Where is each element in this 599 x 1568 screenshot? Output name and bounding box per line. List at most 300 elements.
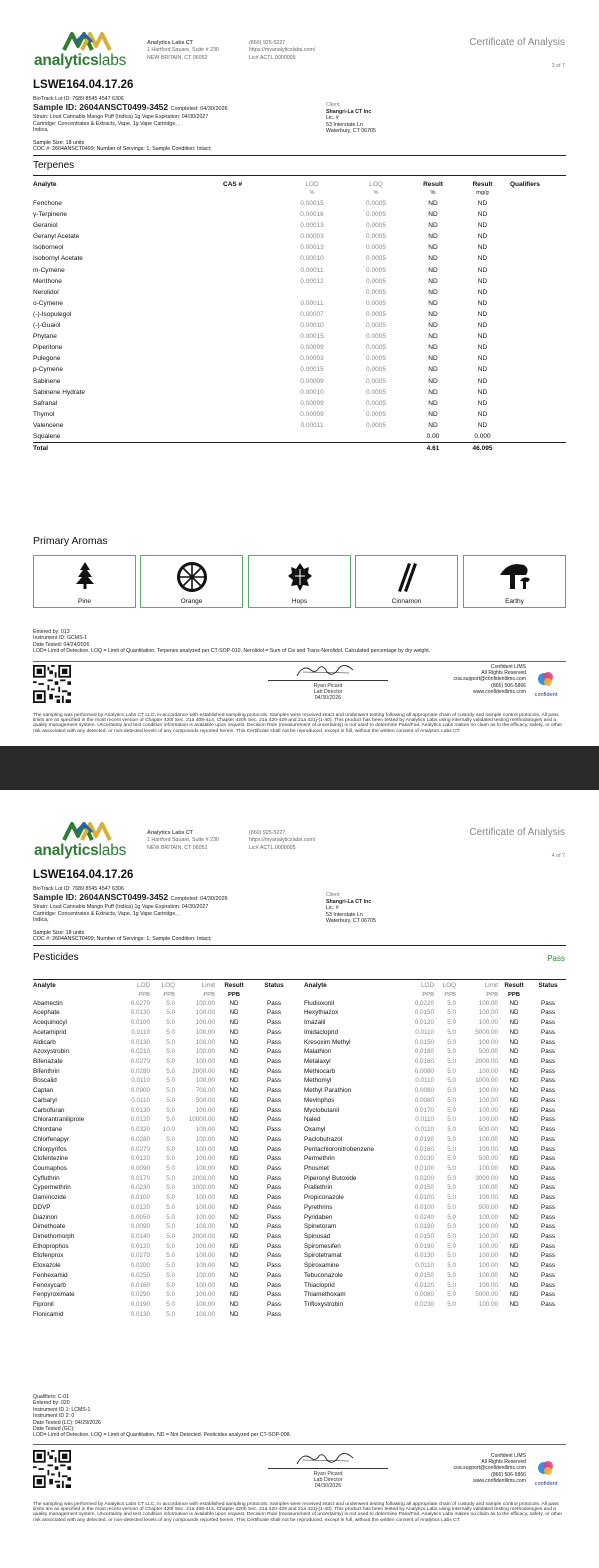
cell-limit: 100.00 <box>478 1262 498 1270</box>
cell-status: Pass <box>267 1213 281 1221</box>
cell-analyte: Hexythiazox <box>304 1009 339 1017</box>
signature-icon <box>293 1450 363 1468</box>
cell-status: Pass <box>541 1271 555 1279</box>
cell-loq: 5.0 <box>166 1096 175 1104</box>
cell-status: Pass <box>541 1223 555 1231</box>
cell-result: ND <box>509 1126 519 1134</box>
table-row <box>33 1251 295 1261</box>
cell-analyte: Myclobutanil <box>304 1106 339 1114</box>
cell-analyte: Cypermethrin <box>33 1184 71 1192</box>
cell-analyte: γ-Terpinene <box>33 211 67 219</box>
cell-analyte: Fenoxycarb <box>33 1281 66 1289</box>
cell-analyte: Pyridaben <box>304 1213 333 1221</box>
cell-qualifiers <box>510 253 566 264</box>
table-row <box>304 1174 566 1184</box>
cell-analyte: Malathion <box>304 1048 332 1056</box>
unit-result: PPB <box>228 991 240 998</box>
cell-result-mgg: ND <box>477 310 488 318</box>
cell-analyte: Pyrethrins <box>304 1203 333 1211</box>
cell-lod: 0.00009 <box>300 344 324 352</box>
cell-result: ND <box>229 1184 239 1192</box>
col-result-mgg: Result <box>472 181 493 188</box>
cell-lod: 0.0160 <box>414 1145 434 1153</box>
cell-loq: 5.0 <box>166 1301 175 1308</box>
lims-website[interactable]: www.confidentlims.com <box>473 688 526 695</box>
cell-analyte: p-Cymene <box>33 366 63 374</box>
table-row <box>304 1290 566 1300</box>
lab-contact <box>249 830 315 852</box>
cell-status: Pass <box>267 1028 281 1036</box>
cell-lod: 0.0280 <box>130 1067 150 1075</box>
cell-limit: 500.00 <box>478 1203 498 1211</box>
col-analyte: Analyte <box>304 982 327 989</box>
signature-block <box>258 1450 398 1492</box>
cell-limit: 5000.00 <box>475 1291 498 1299</box>
cell-loq: 5.0 <box>447 1028 456 1036</box>
page-number: 3 of 7 <box>551 63 565 69</box>
table-row <box>304 1067 566 1077</box>
cell-status: Pass <box>267 1067 281 1075</box>
cell-result: ND <box>509 1145 519 1153</box>
table-row <box>33 1281 295 1291</box>
cell-loq: 5.0 <box>447 1252 456 1260</box>
cell-lod: 0.0110 <box>415 1116 434 1124</box>
lab-info <box>147 830 219 852</box>
table-row <box>33 209 566 220</box>
cell-analyte: Aldicarb <box>33 1038 56 1046</box>
cell-analyte: Spinosad <box>304 1232 331 1240</box>
table-row <box>33 276 566 287</box>
cell-result-mgg: ND <box>477 421 488 429</box>
cell-loq: 5.0 <box>447 1262 456 1270</box>
cell-result-mgg: ND <box>477 399 488 407</box>
cell-result-pct: 4.61 <box>426 445 440 453</box>
cell-result: ND <box>229 1281 239 1289</box>
lims-rights: All Rights Reserved <box>481 670 526 677</box>
cell-loq: 5.0 <box>447 1213 456 1221</box>
cell-analyte: Total <box>33 445 49 453</box>
cell-result-mgg: ND <box>477 200 488 207</box>
qualifiers: Qualifiers: C-01 <box>33 1394 70 1400</box>
cell-result: ND <box>229 1135 239 1143</box>
cell-limit: 2000.00 <box>192 1232 215 1240</box>
cell-analyte: m-Cymene <box>33 266 65 274</box>
cell-qualifiers <box>510 331 566 342</box>
table-row <box>33 242 566 253</box>
cell-analyte: Chlorpyrifos <box>33 1145 67 1153</box>
cell-qualifiers <box>510 220 566 231</box>
cell-status: Pass <box>541 1164 555 1172</box>
cell-status: Pass <box>541 1291 555 1299</box>
cell-result: ND <box>509 1096 519 1104</box>
signature-block <box>258 662 398 704</box>
table-row <box>33 320 566 331</box>
cell-lod: 0.00009 <box>300 377 324 385</box>
cell-status: Pass <box>267 1242 281 1250</box>
cell-analyte: Cyfluthrin <box>33 1174 60 1182</box>
coa-page-pesticides <box>0 790 599 1568</box>
col-cas: CAS # <box>223 181 243 188</box>
cell-status: Pass <box>541 999 555 1007</box>
table-row <box>33 1038 295 1048</box>
cell-loq: 0.0005 <box>366 322 386 330</box>
table-row <box>33 309 566 320</box>
cell-limit: 100.00 <box>195 1242 215 1250</box>
cell-loq: 5.0 <box>447 1281 456 1289</box>
coa-page-terpenes <box>0 0 599 746</box>
cell-limit: 100.00 <box>478 1067 498 1075</box>
cell-cas <box>223 253 283 264</box>
cell-limit: 1000.00 <box>475 1077 498 1085</box>
cell-lod: 0.0100 <box>130 1194 150 1202</box>
lab-address-2: NEW BRITAIN, CT 06052 <box>147 844 208 851</box>
cell-result: ND <box>229 1155 239 1163</box>
cell-limit: 100.00 <box>195 1194 215 1202</box>
table-row <box>304 1057 566 1067</box>
cell-loq: 0.0005 <box>366 277 386 285</box>
cell-limit: 100.00 <box>195 1203 215 1211</box>
col-loq: LOQ <box>161 982 175 989</box>
aroma-card-hops <box>248 555 351 608</box>
col-lod: LOD <box>421 982 434 989</box>
unit-limit: PPB <box>486 991 498 998</box>
cell-result: ND <box>229 1164 239 1172</box>
unit-result-pct: % <box>430 190 436 196</box>
cell-result-pct: ND <box>428 233 438 241</box>
cell-lod: 0.00013 <box>300 222 324 230</box>
cell-analyte: Fenpyroximate <box>33 1291 75 1299</box>
qr-code-icon[interactable] <box>33 665 71 703</box>
confident-logo-icon <box>537 1459 555 1477</box>
cell-result: ND <box>509 1048 519 1056</box>
cell-analyte: Abamectin <box>33 999 63 1007</box>
section-title-pesticides: Pesticides <box>33 952 79 963</box>
cell-limit: 100.00 <box>478 1116 498 1124</box>
cell-loq: 0.0005 <box>366 333 386 341</box>
cell-result: ND <box>509 1262 519 1270</box>
cell-lod: 0.0150 <box>414 1038 434 1046</box>
table-row <box>33 1310 295 1320</box>
client-info <box>326 892 376 925</box>
cell-result-pct: ND <box>428 421 438 429</box>
cell-result: ND <box>229 1058 239 1066</box>
cell-result-pct: ND <box>428 366 438 374</box>
qr-code-icon[interactable] <box>33 1450 71 1488</box>
table-row <box>33 431 566 443</box>
coa-title: Certificate of Analysis <box>469 827 565 838</box>
cell-loq: 5.0 <box>166 1262 175 1270</box>
cell-status: Pass <box>267 1155 281 1163</box>
entered-by: Entered by: 020 <box>33 1400 70 1407</box>
cell-qualifiers <box>510 443 566 455</box>
table-row <box>33 1135 295 1145</box>
cell-lod: 0.0150 <box>414 1271 434 1279</box>
cell-status: Pass <box>541 1019 555 1027</box>
cell-loq: 5.0 <box>166 1009 175 1017</box>
cell-lod: 0.0050 <box>130 1213 150 1221</box>
cell-analyte: Thiacloprid <box>304 1281 335 1289</box>
cell-loq: 5.0 <box>166 1291 175 1299</box>
signer-title: Lab Director <box>313 689 343 695</box>
cell-qualifiers <box>510 376 566 387</box>
date-tested-gc: Date Tested (GC): <box>33 1426 75 1433</box>
cell-limit: 100.00 <box>195 1310 215 1318</box>
lab-name: Analytics Labs CT <box>147 830 193 836</box>
cell-lod: 0.0080 <box>414 1087 434 1095</box>
cell-status: Pass <box>267 1232 281 1240</box>
cell-lod: 0.0120 <box>130 1203 150 1211</box>
lab-website[interactable]: https://myanalyticslabs.com/ <box>249 837 316 844</box>
cell-result-mgg: ND <box>477 410 488 418</box>
cell-result: ND <box>509 1106 519 1114</box>
cell-loq: 0.0005 <box>366 266 386 274</box>
client-name: Shangri-La CT Inc <box>326 108 372 115</box>
signature-icon <box>293 662 363 680</box>
cell-result: ND <box>229 1106 239 1114</box>
aroma-card-cinnamon <box>355 555 458 608</box>
cell-lod: 0.00009 <box>300 410 324 418</box>
hops-icon <box>287 561 313 593</box>
cell-limit: 100.00 <box>478 1213 498 1221</box>
cell-lod: 0.0280 <box>130 1135 150 1143</box>
cell-status: Pass <box>541 1155 555 1163</box>
cell-result: ND <box>509 1174 519 1182</box>
confident-logo <box>528 670 564 700</box>
cell-analyte: Carbofuran <box>33 1106 65 1114</box>
cell-analyte: Carbaryl <box>33 1096 57 1104</box>
cell-cas <box>223 198 283 209</box>
lab-phone: (860) 925-5227 <box>249 830 286 836</box>
cell-limit: 5000.00 <box>475 1028 498 1036</box>
col-status: Status <box>538 982 558 989</box>
cell-loq: 5.0 <box>166 1077 175 1085</box>
lims-info <box>453 1453 526 1484</box>
cell-analyte: Imidacloprid <box>304 1028 338 1036</box>
cell-limit: 100.00 <box>195 1048 215 1056</box>
cell-analyte: Acetamiprid <box>33 1028 67 1036</box>
biotrack-lot: BioTrack Lot ID: 7689 8545 4547 6306 <box>33 96 124 102</box>
cell-loq: 5.0 <box>447 1087 456 1095</box>
cell-analyte: Daminozide <box>33 1194 67 1202</box>
cell-result: ND <box>509 1077 519 1085</box>
sample-size-block <box>33 140 211 153</box>
cell-status: Pass <box>267 1126 281 1134</box>
cell-qualifiers <box>510 309 566 320</box>
cell-result: ND <box>509 1067 519 1075</box>
cell-status: Pass <box>541 1174 555 1182</box>
cell-lod: 0.00011 <box>300 421 324 429</box>
cell-result-pct: ND <box>428 244 438 252</box>
cell-result: ND <box>509 1301 519 1308</box>
cell-loq: 5.0 <box>166 1281 175 1289</box>
cell-limit: 100.00 <box>478 1184 498 1192</box>
cell-status: Pass <box>267 1291 281 1299</box>
cell-cas <box>223 443 283 455</box>
cell-analyte: Naled <box>304 1116 321 1124</box>
cell-analyte: Spiroxamine <box>304 1262 339 1270</box>
cell-analyte: Geranyl Acetate <box>33 233 80 241</box>
cell-analyte: Tebuconazole <box>304 1271 343 1279</box>
cell-result-mgg: ND <box>477 322 488 330</box>
cell-cas <box>223 376 283 387</box>
cell-loq: 5.0 <box>447 1038 456 1046</box>
cinnamon-stick-icon <box>394 561 420 593</box>
lab-info <box>147 40 219 62</box>
cell-lod: 0.00012 <box>300 277 324 285</box>
cell-lod: 0.0080 <box>414 1291 434 1299</box>
terpene-notes <box>33 629 430 655</box>
table-row <box>33 1028 295 1038</box>
cell-qualifiers <box>510 298 566 309</box>
cell-loq: 5.0 <box>166 1223 175 1231</box>
cell-loq: 5.0 <box>166 1028 175 1036</box>
cell-limit: 500.00 <box>478 1155 498 1163</box>
divider <box>33 175 566 176</box>
overall-status-badge: Pass <box>547 954 565 963</box>
cell-cas <box>223 331 283 342</box>
cell-loq: 0.0005 <box>366 255 386 263</box>
lims-email[interactable]: coa.support@confidentlims.com <box>453 1465 526 1472</box>
cell-loq: 5.0 <box>166 1019 175 1027</box>
cell-lod: 0.00007 <box>300 310 324 318</box>
cell-qualifiers <box>510 320 566 331</box>
cell-loq: 0.0005 <box>366 355 386 363</box>
cell-lod: 0.00015 <box>300 333 324 341</box>
sample-size: Sample Size: 18 units <box>33 930 85 936</box>
lims-email[interactable]: coa.support@confidentlims.com <box>453 676 526 683</box>
cell-loq: 0.0005 <box>366 299 386 307</box>
table-row <box>33 353 566 364</box>
cell-limit: 10000.00 <box>188 1116 215 1124</box>
cell-analyte: Pentachloronitrobenzene <box>304 1145 375 1153</box>
client-address-1: 53 Interstate Ln <box>326 911 363 918</box>
cell-lod: 0.0080 <box>414 1067 434 1075</box>
cell-status: Pass <box>541 1135 555 1143</box>
confident-brand-text: confident <box>534 692 558 698</box>
cell-result-mgg: ND <box>477 355 488 363</box>
cell-analyte: Sabinene Hydrate <box>33 388 86 396</box>
cell-status: Pass <box>267 1116 281 1124</box>
cell-limit: 100.00 <box>478 1223 498 1231</box>
cell-analyte: Phytane <box>33 333 57 341</box>
terpenes-table <box>33 180 566 454</box>
cell-analyte: Chlordane <box>33 1126 63 1134</box>
cell-analyte: Spinetoram <box>304 1223 337 1231</box>
table-row <box>33 1086 295 1096</box>
table-row <box>304 1018 566 1028</box>
client-label: Client <box>326 102 340 108</box>
cell-lod: 0.0100 <box>414 1164 434 1172</box>
cell-limit: 100.00 <box>195 1281 215 1289</box>
cell-loq: 5.0 <box>166 1087 175 1095</box>
table-row <box>304 1115 566 1125</box>
cell-result: ND <box>509 1223 519 1231</box>
cell-loq: 0.0005 <box>366 222 386 230</box>
pine-tree-icon <box>74 561 96 591</box>
table-row <box>33 1096 295 1106</box>
cell-lod: 0.0130 <box>130 1106 150 1114</box>
lims-info <box>453 664 526 695</box>
cell-cas <box>223 353 283 364</box>
col-analyte: Analyte <box>33 982 56 989</box>
cell-result: ND <box>509 1058 519 1066</box>
lab-website[interactable]: https://myanalyticslabs.com/ <box>249 47 316 54</box>
cell-analyte: Nerolidol <box>33 288 59 296</box>
cell-qualifiers <box>510 387 566 398</box>
cell-result-mgg: ND <box>477 388 488 396</box>
cell-analyte: Fenhexamid <box>33 1271 68 1279</box>
cell-result: ND <box>229 1252 239 1260</box>
unit-lod: PPB <box>422 991 434 998</box>
cell-loq: 5.0 <box>447 1145 456 1153</box>
table-row <box>33 1047 295 1057</box>
disclaimer: The sampling was performed by Analytics Labs CT LLC, in accordance with established sampling protocols. Samples were received intact and underwent testing following all appropriate chain of custody and sample control protocols. All pass limits are as specified in the most recent version of Chapter 420f Sec. 21a 408-414, Chapter 420h Sec. 21a 420-429 and 21a 421j-(1-40). This product has been tested by Analytics Labs using internally validated testing methodologies and a quality management system. Uncertainty and test condition information is available upon request. Decision Rule (measurement of uncertainty) is not used to determine Pass/Fail. Analytics Labs makes no claim as to the efficacy, safety, or other risk associated with any detected, or non-detected levels of any compounds reported herein. This Certificate shall not be reproduced, except in full, without the written consent of Analytics Labs CT. <box>33 713 563 734</box>
cell-limit: 1000.00 <box>192 1184 215 1192</box>
lab-contact <box>249 40 315 62</box>
cell-analyte: DDVP <box>33 1203 51 1211</box>
cell-status: Pass <box>541 1126 555 1134</box>
cell-limit: 100.00 <box>478 1019 498 1027</box>
unit-loq: PPB <box>444 991 456 998</box>
cell-limit: 100.00 <box>478 999 498 1007</box>
cell-lod: 0.0190 <box>414 1223 434 1231</box>
table-row <box>33 342 566 353</box>
col-result: Result <box>504 982 524 989</box>
cell-result: ND <box>229 1009 239 1017</box>
aroma-card-orange <box>140 555 243 608</box>
cell-loq: 5.0 <box>447 1106 456 1114</box>
cell-analyte: Squalene <box>33 432 61 440</box>
cell-loq: 0.0005 <box>366 388 386 396</box>
cell-analyte: Bifenazate <box>33 1058 63 1066</box>
cell-lod: 0.0100 <box>414 1203 434 1211</box>
cell-analyte: Metalaxyl <box>304 1058 331 1066</box>
cell-status: Pass <box>267 1077 281 1085</box>
cell-lod: 0.0900 <box>130 1087 150 1095</box>
cell-loq: 5.0 <box>166 1116 175 1124</box>
cell-limit: 100.00 <box>478 1281 498 1289</box>
lims-website[interactable]: www.confidentlims.com <box>473 1477 526 1484</box>
client-label: Client <box>326 892 340 898</box>
cell-status: Pass <box>267 1087 281 1095</box>
cell-status: Pass <box>267 1058 281 1066</box>
cell-limit: 100.00 <box>195 1223 215 1231</box>
cell-result: ND <box>229 1310 239 1318</box>
cell-result-mgg: ND <box>477 255 488 263</box>
cell-result: ND <box>229 1213 239 1221</box>
cell-result: ND <box>229 1223 239 1231</box>
col-qualifiers: Qualifiers <box>510 181 540 188</box>
cell-result: ND <box>509 1087 519 1095</box>
cell-cas <box>223 387 283 398</box>
entered-by: Entered by: 013 <box>33 629 70 635</box>
cell-lod: 0.00003 <box>300 355 324 363</box>
cell-status: Pass <box>267 999 281 1007</box>
cell-result-mgg: ND <box>477 211 488 219</box>
cell-result-mgg: ND <box>477 333 488 341</box>
cell-analyte: (-)-Isopulegol <box>33 310 72 318</box>
cell-result-pct: ND <box>428 299 438 307</box>
cell-analyte: Propiconazole <box>304 1194 344 1202</box>
cell-analyte: Piperonyl Butoxide <box>304 1174 357 1182</box>
cell-status: Pass <box>541 1028 555 1036</box>
cell-result-pct: ND <box>428 344 438 352</box>
cell-lod: 0.0130 <box>130 1038 150 1046</box>
aroma-list <box>33 555 566 608</box>
unit-limit: PPB <box>203 991 215 998</box>
col-lod: LOD <box>305 181 319 188</box>
cell-status: Pass <box>541 1301 555 1308</box>
